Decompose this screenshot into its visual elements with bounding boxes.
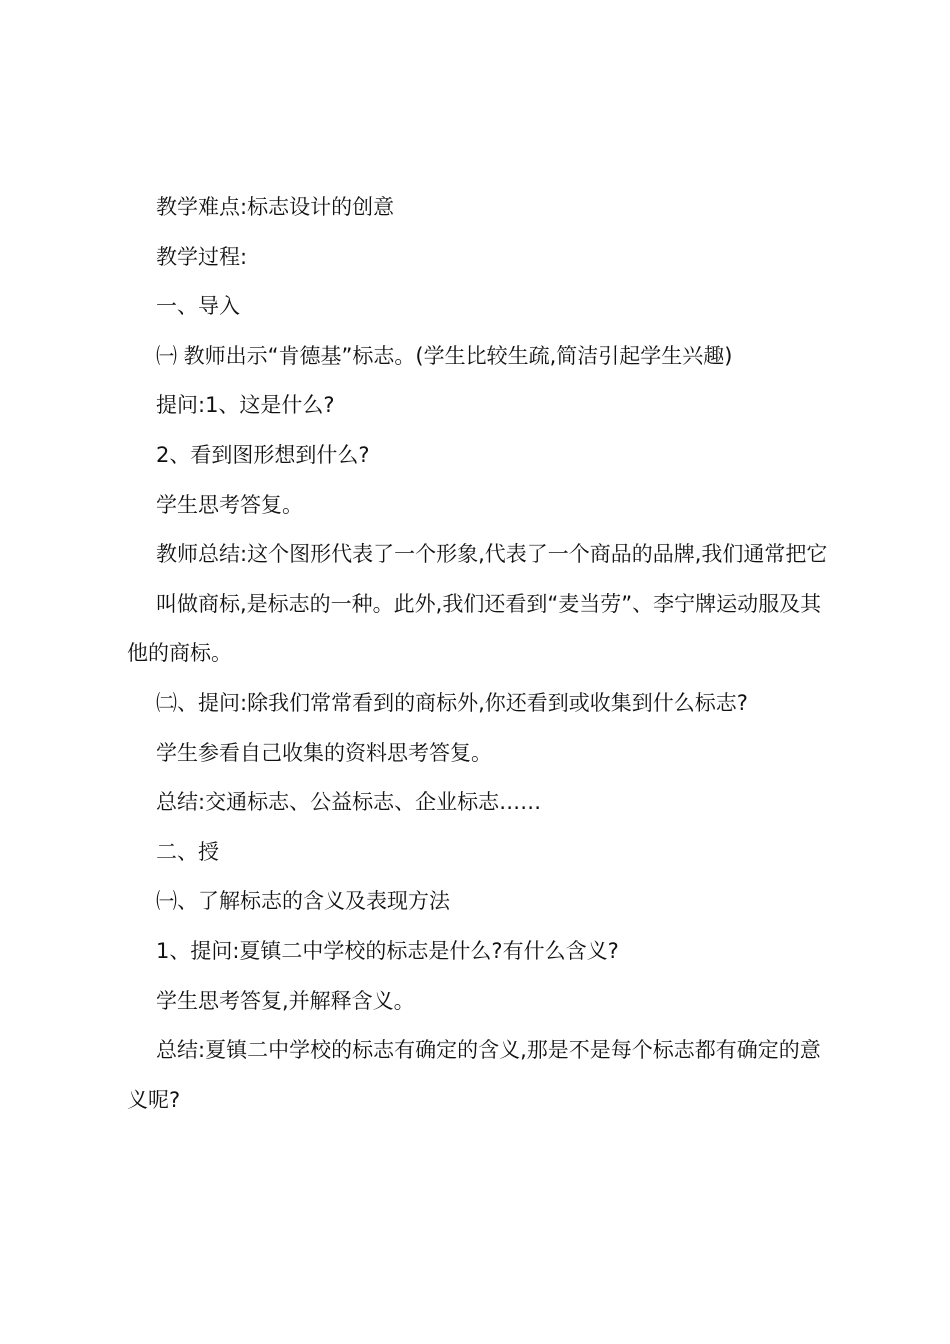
paragraph-question-other-logos: ㈡、提问:除我们常常看到的商标外,你还看到或收集到什么标志? bbox=[156, 690, 748, 715]
paragraph-school-logo-summary: 总结:夏镇二中学校的标志有确定的含义,那是不是每个标志都有确定的意义呢? bbox=[127, 1038, 821, 1112]
paragraph-kfc-logo: ㈠ 教师出示“肯德基”标志。(学生比较生疏,简洁引起学生兴趣) bbox=[156, 343, 733, 368]
paragraph-school-logo-question: 1、提问:夏镇二中学校的标志是什么?有什么含义? bbox=[156, 938, 619, 963]
paragraph-teacher-summary: 教师总结:这个图形代表了一个形象,代表了一个商品的品牌,我们通常把它 bbox=[156, 542, 828, 567]
paragraph-student-explain: 学生思考答复,并解释含义。 bbox=[156, 988, 415, 1013]
paragraph-student-answer: 学生思考答复。 bbox=[156, 492, 303, 517]
heading-teaching: 二、授 bbox=[156, 839, 219, 864]
paragraph-teaching-difficulty: 教学难点:标志设计的创意 bbox=[156, 195, 395, 219]
paragraph-question-2: 2、看到图形想到什么? bbox=[156, 442, 370, 467]
paragraph-trademark: 叫做商标,是标志的一种。此外,我们还看到“麦当劳”、李宁牌运动服及其他的商标。 bbox=[127, 591, 822, 666]
paragraph-summary-logo-types: 总结:交通标志、公益标志、企业标志…… bbox=[156, 790, 542, 815]
paragraph-student-materials: 学生参看自己收集的资料思考答复。 bbox=[156, 740, 492, 765]
paragraph-logo-meaning: ㈠、了解标志的含义及表现方法 bbox=[156, 889, 450, 914]
heading-introduction: 一、导入 bbox=[156, 294, 240, 319]
paragraph-question-1: 提问:1、这是什么? bbox=[156, 393, 335, 418]
paragraph-teaching-process: 教学过程: bbox=[156, 244, 248, 269]
document-body bbox=[127, 183, 835, 1125]
